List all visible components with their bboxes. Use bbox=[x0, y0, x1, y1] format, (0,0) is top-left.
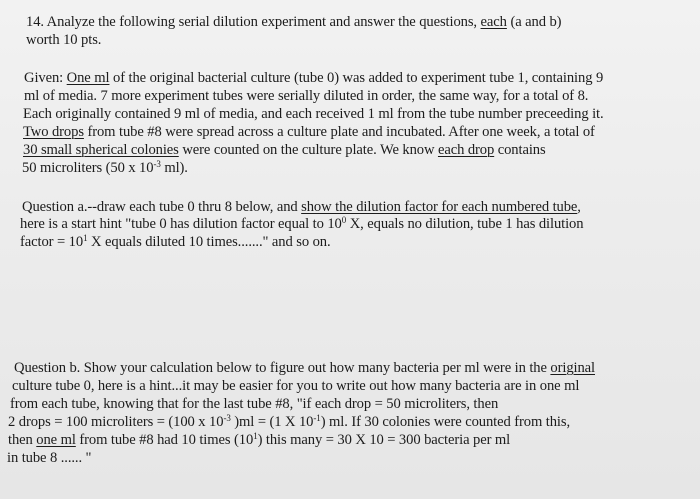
given-line-6 bbox=[22, 160, 188, 177]
qb-line-6 bbox=[7, 450, 91, 467]
qb-text: ) ml. If 30 colonies were counted from this, bbox=[320, 414, 571, 430]
given-text: were counted on the culture plate. We know bbox=[178, 142, 438, 158]
qb-text: in tube 8 ...... " bbox=[7, 450, 92, 466]
qb-line-1 bbox=[14, 360, 595, 377]
given-line-4 bbox=[23, 124, 595, 141]
q14-text: (a and b) bbox=[506, 14, 562, 30]
given-underlined-two-drops: Two drops bbox=[23, 124, 84, 140]
qa-text: X equals diluted 10 times......." and so on. bbox=[87, 234, 331, 250]
qa-line-2 bbox=[20, 216, 583, 233]
given-line-3 bbox=[23, 106, 604, 123]
given-text: ml). bbox=[160, 160, 188, 176]
given-text: of the original bacterial culture (tube 0) was added to experiment tube 1, containing 9 bbox=[109, 70, 604, 86]
given-underlined-one-ml: One ml bbox=[66, 70, 110, 86]
qa-text: X, equals no dilution, tube 1 has dilution bbox=[346, 216, 584, 232]
given-line-5 bbox=[23, 142, 546, 159]
qb-line-2 bbox=[12, 378, 579, 395]
qb-text: from each tube, knowing that for the last tube #8, "if each drop = 50 microliters, then bbox=[10, 396, 499, 412]
given-text: contains bbox=[494, 142, 546, 158]
given-line-1 bbox=[24, 70, 603, 87]
qa-text: here is a start hint "tube 0 has dilution factor equal to 10 bbox=[20, 216, 342, 232]
qb-underlined-one-ml: one ml bbox=[36, 432, 76, 448]
qa-text: , bbox=[577, 199, 581, 215]
given-text: Given: bbox=[24, 70, 67, 86]
given-underlined-each-drop: each drop bbox=[437, 142, 495, 158]
q14-text: worth 10 pts. bbox=[26, 32, 102, 48]
q14-line-1 bbox=[26, 14, 561, 31]
qb-line-5 bbox=[8, 432, 510, 449]
qb-text: ) this many = 30 X 10 = 300 bacteria per ml bbox=[257, 432, 511, 448]
exponent: 0 bbox=[341, 215, 347, 225]
exponent: -3 bbox=[223, 413, 231, 423]
qb-line-3 bbox=[10, 396, 498, 413]
qa-text: Question a.--draw each tube 0 thru 8 below, and bbox=[22, 199, 302, 215]
qa-underlined-dilution-factor: show the dilution factor for each numbered tube bbox=[301, 199, 578, 215]
given-text: ml of media. 7 more experiment tubes were serially diluted in order, the same way, for a total of 8. bbox=[24, 88, 589, 104]
q14-line-2 bbox=[26, 32, 101, 49]
qb-text: Question b. Show your calculation below to figure out how many bacteria per ml were in the bbox=[14, 360, 551, 376]
qb-text: 2 drops = 100 microliters = (100 x 10 bbox=[8, 414, 224, 430]
given-text: Each originally contained 9 ml of media, and each received 1 ml from the tube number preceeding it. bbox=[23, 106, 604, 122]
exponent: -3 bbox=[153, 159, 161, 169]
exponent: -1 bbox=[313, 413, 321, 423]
exponent: 1 bbox=[253, 431, 258, 441]
given-text: from tube #8 were spread across a culture plate and incubated. After one week, a total of bbox=[83, 124, 595, 140]
qa-text: factor = 10 bbox=[20, 234, 84, 250]
qb-underlined-original: original bbox=[550, 360, 595, 376]
exponent: 1 bbox=[83, 233, 88, 243]
qb-text: from tube #8 had 10 times (10 bbox=[75, 432, 254, 448]
qb-text: then bbox=[8, 432, 37, 448]
qa-line-3 bbox=[20, 234, 331, 251]
q14-text: 14. Analyze the following serial dilution experiment and answer the questions, bbox=[26, 14, 481, 30]
qb-line-4 bbox=[8, 414, 570, 431]
qa-line-1 bbox=[22, 199, 581, 216]
given-text: 50 microliters (50 x 10 bbox=[22, 160, 154, 176]
q14-underlined-each: each bbox=[480, 14, 507, 30]
given-underlined-colonies: 30 small spherical colonies bbox=[23, 142, 179, 158]
qb-text: culture tube 0, here is a hint...it may be easier for you to write out how many bacteria are in one ml bbox=[12, 378, 580, 394]
qb-text: )ml = (1 X 10 bbox=[230, 414, 314, 430]
given-line-2 bbox=[24, 88, 588, 105]
